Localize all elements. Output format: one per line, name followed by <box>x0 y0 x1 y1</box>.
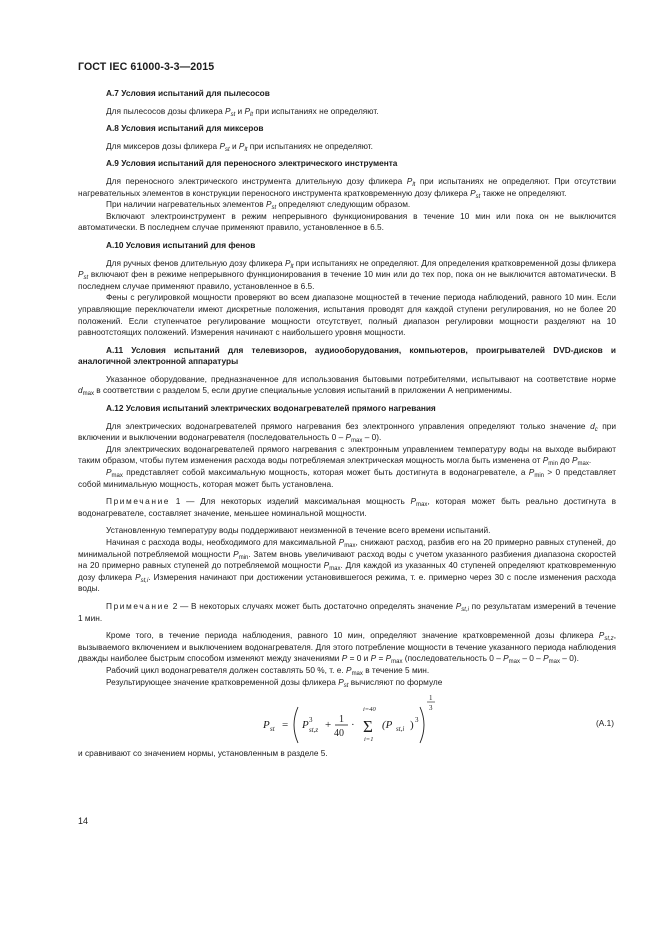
document-header: ГОСТ IEC 61000-3-3—2015 <box>78 61 215 73</box>
paragraph: Фены с регулировкой мощности проверяют во всем диапазоне мощностей в течение периода наблюдений, равного 10 мин. Если управляющие переключатели имеют дискретные положения, испытания проводят для каждой ступени регулирования, но не более 20 положений. Если ступенчатое регулирование мощности отсутствует, полный диапазон регулировки мощности разделяют на 10 равноотстоящих положений. Измерения начинают с наибольшего уровня мощности. <box>78 292 616 338</box>
paragraph: Рабочий цикл водонагревателя должен составлять 50 %, т. е. $P_{max}$ в течение 5 мин. <box>106 664 430 677</box>
section-heading-a10: А.10 Условия испытаний для фенов <box>106 239 256 250</box>
section-heading-a8: А.8 Условия испытаний для миксеров <box>106 123 264 134</box>
section-heading-a11: А.11 Условия испытаний для телевизоров, аудиооборудования, компьютеров, проигрывателей DVD-дисков и аналогичной электронной аппаратуры <box>78 344 616 367</box>
formula-sum-top: i=40 <box>363 706 376 714</box>
paragraph: Установленную температуру воды поддерживают неизменной в течение всего времени испытаний. <box>106 525 491 536</box>
paragraph: Для переносного электрического инструмента длительную дозу фликера $P_{lt}$ при испытаниях не определяют. При отсутствии нагревательных элементов в конструкции переносного инструмента кратковременную дозу фликера $P_{st}$ также не определяют. <box>78 175 616 200</box>
formula-lhs: P <box>263 719 270 732</box>
formula-lhs-sub: st <box>270 725 275 734</box>
section-heading-a12: А.12 Условия испытаний электрических водонагревателей прямого нагревания <box>106 403 436 414</box>
page-number: 14 <box>78 816 89 826</box>
paragraph: Начиная с расхода воды, необходимого для максимальной $P_{max}$, снижают расход, разбив его на 20 примерно равных ступеней, до минимальной потребляемой мощности $P_{min}$. Затем вновь увеличивают расход воды с учетом указанного разбиения диапазона скоростей на 20 примерно равных ступеней до потребляемой мощности $P_{max}$. Для каждой из указанных 40 ступеней определяют кратковременную дозу фликера $P_{st,i}$. Измерения начинают при достижении установившегося режима, т. е. примерно через 30 с после изменения расхода воды. <box>78 537 617 594</box>
section-heading-a9: А.9 Условия испытаний для переносного электрического инструмента <box>106 158 398 169</box>
formula-right-paren <box>420 707 424 743</box>
formula-eq: = <box>282 719 289 732</box>
paragraph: Для электрических водонагревателей прямого нагревания с электронным управлением температуру воды на выходе выбирают таким образом, чтобы путем изменения расхода воды потребляемая электрическая мощность могла быть изменена от $P_{min}$ до $P_{max}$. <box>78 443 616 468</box>
formula-exp-den: 3 <box>429 704 433 713</box>
formula-number: (А.1) <box>596 718 614 729</box>
paragraph: Включают электроинструмент в режим непрерывного функционирования в течение 10 мин или пока он не выключится автоматически. В последнем случае применяют правило, установленное в 6.5. <box>78 210 616 233</box>
formula-term2-sup: 3 <box>415 716 419 725</box>
formula-a1 <box>78 690 616 748</box>
formula-term2-close: ) <box>410 719 414 732</box>
formula-frac-num: 1 <box>339 714 344 726</box>
paragraph: Указанное оборудование, предназначенное для использования бытовыми потребителями, испытывают на соответствие норме $d_{max}$ в соответствии с разделом 5, если другие специальные условия испытаний в приложении А неприменимы. <box>78 373 616 398</box>
formula-exp-num: 1 <box>429 694 433 703</box>
formula-term1: P <box>302 719 309 732</box>
paragraph: и сравнивают со значением нормы, установленным в разделе 5. <box>78 748 328 759</box>
formula-sum-bottom: i=1 <box>364 736 374 744</box>
section-heading-a7: А.7 Условия испытаний для пылесосов <box>106 88 270 98</box>
formula-plus: + <box>325 719 332 732</box>
formula-term1-sup: 3 <box>309 716 313 725</box>
page-content <box>78 88 616 760</box>
formula-term2-sub: st,i <box>396 725 405 734</box>
formula-sum-symbol: Σ <box>363 717 373 737</box>
formula-frac-den: 40 <box>334 728 344 740</box>
note-2: Примечание 2 — В некоторых случаях может быть достаточно определять значение $P_{st,i}$ по результатам измерений в течение 1 мин. <box>78 600 617 623</box>
paragraph: Для ручных фенов длительную дозу фликера $P_{lt}$ при испытаниях не определяют. Для определения кратковременной дозы фликера $P_{st}$ включают фен в режиме непрерывного функционирования в течение 10 мин или до тех пор, пока он не выключится автоматически. В последнем случае применяют правило, установленное в 6.5. <box>78 257 616 291</box>
formula-dot: · <box>351 719 355 732</box>
paragraph: $P_{max}$ представляет собой максимальную мощность, которая может быть достигнута в водонагревателе, а $P_{min} > 0$ представляет собой минимальную мощность, которая может быть установлена. <box>78 467 617 489</box>
paragraph: Результирующее значение кратковременной дозы фликера $P_{st}$ вычисляют по формуле <box>106 676 443 689</box>
paragraph: Для пылесосов дозы фликера $P_{st}$ и $P_{lt}$ при испытаниях не определяют. <box>106 105 379 118</box>
formula-term1-sub: st,z <box>309 726 319 735</box>
paragraph: При наличии нагревательных элементов $P_{st}$ определяют следующим образом. <box>106 199 411 212</box>
formula-left-paren <box>294 707 298 743</box>
note-1: Примечание 1 — Для некоторых изделий максимальная мощность $P_{max}$, которая может быть реально достигнута в водонагревателе, составляет значение, меньшее номинальной мощности. <box>78 496 616 518</box>
formula-graphic <box>78 690 616 748</box>
paragraph: Кроме того, в течение периода наблюдения, равного 10 мин, определяют значение кратковременной дозы фликера $P_{st,z}$, вызываемого включением и выключением водонагревателя. Для этого потребление мощности в течение указанного периода наблюдения дважды наиболее быстрым способом изменяют между значениями P = 0 и $P = P_{max}$ (последовательность $0 - P_{max} - 0 - P_{max} - 0$). <box>78 630 616 666</box>
paragraph: Для электрических водонагревателей прямого нагревания без электронного управления определяют только значение $d_c$ при включении и выключении водонагревателя (последовательность $0 - P_{max} - 0$). <box>78 420 616 445</box>
formula-term2: (P <box>382 719 393 732</box>
paragraph: Для миксеров дозы фликера $P_{st}$ и $P_{lt}$ при испытаниях не определяют. <box>106 140 373 153</box>
